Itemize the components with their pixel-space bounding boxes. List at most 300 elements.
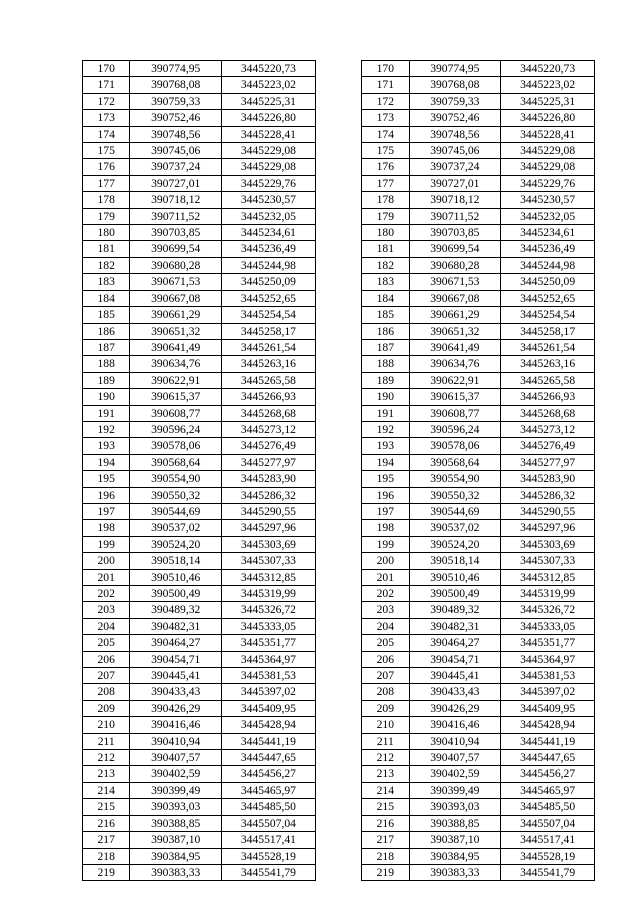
right-point-number-cell: 195 [362,471,409,487]
column-gap [315,110,361,126]
left-point-number-cell: 207 [83,668,130,684]
table-row [83,192,595,208]
table-row [83,77,595,93]
table-row [83,520,595,536]
left-x-coordinate-cell: 390752,46 [130,110,222,126]
left-y-coordinate-cell: 3445528,19 [222,848,316,864]
left-point-number-cell: 175 [83,143,130,159]
left-x-coordinate-cell: 390667,08 [130,290,222,306]
right-x-coordinate-cell: 390680,28 [409,257,501,273]
left-point-number-cell: 215 [83,799,130,815]
left-x-coordinate-cell: 390615,37 [130,389,222,405]
left-y-coordinate-cell: 3445258,17 [222,323,316,339]
left-x-coordinate-cell: 390383,33 [130,864,222,880]
right-point-number-cell: 174 [362,126,409,142]
left-x-coordinate-cell: 390671,53 [130,274,222,290]
right-y-coordinate-cell: 3445397,02 [501,684,595,700]
table-row [83,143,595,159]
right-point-number-cell: 187 [362,339,409,355]
right-x-coordinate-cell: 390622,91 [409,372,501,388]
left-x-coordinate-cell: 390426,29 [130,700,222,716]
table-row [83,766,595,782]
right-y-coordinate-cell: 3445229,08 [501,143,595,159]
table-row [83,454,595,470]
left-point-number-cell: 204 [83,618,130,634]
right-x-coordinate-cell: 390568,64 [409,454,501,470]
table-row [83,635,595,651]
left-y-coordinate-cell: 3445428,94 [222,717,316,733]
column-gap [315,126,361,142]
left-x-coordinate-cell: 390661,29 [130,307,222,323]
right-x-coordinate-cell: 390727,01 [409,175,501,191]
column-gap [315,569,361,585]
right-point-number-cell: 171 [362,77,409,93]
right-y-coordinate-cell: 3445230,57 [501,192,595,208]
right-point-number-cell: 202 [362,586,409,602]
left-y-coordinate-cell: 3445265,58 [222,372,316,388]
right-point-number-cell: 186 [362,323,409,339]
column-gap [315,815,361,831]
left-y-coordinate-cell: 3445326,72 [222,602,316,618]
left-point-number-cell: 213 [83,766,130,782]
left-point-number-cell: 211 [83,733,130,749]
left-point-number-cell: 219 [83,864,130,880]
table-row [83,815,595,831]
right-y-coordinate-cell: 3445223,02 [501,77,595,93]
left-point-number-cell: 200 [83,553,130,569]
right-x-coordinate-cell: 390718,12 [409,192,501,208]
right-point-number-cell: 218 [362,848,409,864]
right-point-number-cell: 190 [362,389,409,405]
left-y-coordinate-cell: 3445273,12 [222,421,316,437]
right-point-number-cell: 183 [362,274,409,290]
right-x-coordinate-cell: 390774,95 [409,61,501,77]
left-point-number-cell: 193 [83,438,130,454]
column-gap [315,143,361,159]
column-gap [315,684,361,700]
right-x-coordinate-cell: 390464,27 [409,635,501,651]
right-point-number-cell: 175 [362,143,409,159]
table-row [83,864,595,880]
right-x-coordinate-cell: 390524,20 [409,536,501,552]
right-y-coordinate-cell: 3445307,33 [501,553,595,569]
column-gap [315,61,361,77]
right-point-number-cell: 204 [362,618,409,634]
column-gap [315,536,361,552]
left-point-number-cell: 189 [83,372,130,388]
table-row [83,700,595,716]
right-point-number-cell: 198 [362,520,409,536]
table-row [83,126,595,142]
left-point-number-cell: 202 [83,586,130,602]
right-x-coordinate-cell: 390667,08 [409,290,501,306]
right-y-coordinate-cell: 3445428,94 [501,717,595,733]
left-point-number-cell: 184 [83,290,130,306]
left-point-number-cell: 194 [83,454,130,470]
right-y-coordinate-cell: 3445263,16 [501,356,595,372]
table-row [83,717,595,733]
left-point-number-cell: 208 [83,684,130,700]
right-y-coordinate-cell: 3445319,99 [501,586,595,602]
right-x-coordinate-cell: 390393,03 [409,799,501,815]
left-point-number-cell: 217 [83,832,130,848]
table-row [83,618,595,634]
left-x-coordinate-cell: 390387,10 [130,832,222,848]
left-x-coordinate-cell: 390399,49 [130,782,222,798]
right-point-number-cell: 212 [362,750,409,766]
right-y-coordinate-cell: 3445465,97 [501,782,595,798]
left-x-coordinate-cell: 390622,91 [130,372,222,388]
right-point-number-cell: 196 [362,487,409,503]
coordinates-table [82,60,595,881]
left-point-number-cell: 201 [83,569,130,585]
table-row [83,684,595,700]
column-gap [315,586,361,602]
left-point-number-cell: 176 [83,159,130,175]
left-x-coordinate-cell: 390745,06 [130,143,222,159]
right-x-coordinate-cell: 390651,32 [409,323,501,339]
left-point-number-cell: 186 [83,323,130,339]
left-y-coordinate-cell: 3445220,73 [222,61,316,77]
right-x-coordinate-cell: 390384,95 [409,848,501,864]
right-x-coordinate-cell: 390489,32 [409,602,501,618]
left-y-coordinate-cell: 3445232,05 [222,208,316,224]
table-row [83,159,595,175]
left-y-coordinate-cell: 3445250,09 [222,274,316,290]
left-point-number-cell: 190 [83,389,130,405]
table-row [83,651,595,667]
right-x-coordinate-cell: 390711,52 [409,208,501,224]
left-y-coordinate-cell: 3445333,05 [222,618,316,634]
column-gap [315,503,361,519]
left-y-coordinate-cell: 3445290,55 [222,503,316,519]
left-y-coordinate-cell: 3445381,53 [222,668,316,684]
column-gap [315,421,361,437]
left-x-coordinate-cell: 390537,02 [130,520,222,536]
column-gap [315,782,361,798]
right-x-coordinate-cell: 390671,53 [409,274,501,290]
table-row [83,799,595,815]
column-gap [315,864,361,880]
left-x-coordinate-cell: 390727,01 [130,175,222,191]
left-x-coordinate-cell: 390518,14 [130,553,222,569]
right-point-number-cell: 182 [362,257,409,273]
table-row [83,405,595,421]
right-point-number-cell: 201 [362,569,409,585]
right-point-number-cell: 172 [362,93,409,109]
left-x-coordinate-cell: 390464,27 [130,635,222,651]
table-row [83,569,595,585]
left-y-coordinate-cell: 3445225,31 [222,93,316,109]
right-y-coordinate-cell: 3445541,79 [501,864,595,880]
table-row [83,782,595,798]
column-gap [315,192,361,208]
left-y-coordinate-cell: 3445244,98 [222,257,316,273]
right-point-number-cell: 181 [362,241,409,257]
right-point-number-cell: 192 [362,421,409,437]
left-point-number-cell: 195 [83,471,130,487]
right-point-number-cell: 197 [362,503,409,519]
left-x-coordinate-cell: 390489,32 [130,602,222,618]
right-y-coordinate-cell: 3445312,85 [501,569,595,585]
right-x-coordinate-cell: 390550,32 [409,487,501,503]
right-y-coordinate-cell: 3445286,32 [501,487,595,503]
left-x-coordinate-cell: 390774,95 [130,61,222,77]
left-x-coordinate-cell: 390651,32 [130,323,222,339]
left-point-number-cell: 192 [83,421,130,437]
right-x-coordinate-cell: 390641,49 [409,339,501,355]
right-point-number-cell: 203 [362,602,409,618]
left-x-coordinate-cell: 390445,41 [130,668,222,684]
left-x-coordinate-cell: 390703,85 [130,225,222,241]
left-x-coordinate-cell: 390641,49 [130,339,222,355]
right-y-coordinate-cell: 3445276,49 [501,438,595,454]
column-gap [315,635,361,651]
left-y-coordinate-cell: 3445447,65 [222,750,316,766]
right-y-coordinate-cell: 3445381,53 [501,668,595,684]
left-x-coordinate-cell: 390768,08 [130,77,222,93]
table-row [83,290,595,306]
right-point-number-cell: 189 [362,372,409,388]
left-y-coordinate-cell: 3445266,93 [222,389,316,405]
left-y-coordinate-cell: 3445303,69 [222,536,316,552]
right-y-coordinate-cell: 3445268,68 [501,405,595,421]
column-gap [315,77,361,93]
table-row [83,356,595,372]
right-x-coordinate-cell: 390703,85 [409,225,501,241]
table-row [83,438,595,454]
right-y-coordinate-cell: 3445517,41 [501,832,595,848]
left-x-coordinate-cell: 390680,28 [130,257,222,273]
right-x-coordinate-cell: 390399,49 [409,782,501,798]
right-x-coordinate-cell: 390768,08 [409,77,501,93]
left-point-number-cell: 205 [83,635,130,651]
left-point-number-cell: 209 [83,700,130,716]
table-row [83,750,595,766]
left-y-coordinate-cell: 3445276,49 [222,438,316,454]
left-y-coordinate-cell: 3445283,90 [222,471,316,487]
left-y-coordinate-cell: 3445507,04 [222,815,316,831]
left-y-coordinate-cell: 3445263,16 [222,356,316,372]
left-x-coordinate-cell: 390482,31 [130,618,222,634]
table-row [83,471,595,487]
column-gap [315,733,361,749]
right-point-number-cell: 214 [362,782,409,798]
column-gap [315,405,361,421]
right-x-coordinate-cell: 390500,49 [409,586,501,602]
left-x-coordinate-cell: 390524,20 [130,536,222,552]
table-row [83,832,595,848]
left-x-coordinate-cell: 390554,90 [130,471,222,487]
left-y-coordinate-cell: 3445319,99 [222,586,316,602]
right-y-coordinate-cell: 3445303,69 [501,536,595,552]
left-x-coordinate-cell: 390393,03 [130,799,222,815]
table-row [83,553,595,569]
right-y-coordinate-cell: 3445277,97 [501,454,595,470]
table-row [83,110,595,126]
right-y-coordinate-cell: 3445228,41 [501,126,595,142]
right-y-coordinate-cell: 3445297,96 [501,520,595,536]
left-x-coordinate-cell: 390402,59 [130,766,222,782]
left-y-coordinate-cell: 3445465,97 [222,782,316,798]
table-row [83,848,595,864]
right-y-coordinate-cell: 3445244,98 [501,257,595,273]
right-point-number-cell: 176 [362,159,409,175]
column-gap [315,454,361,470]
right-point-number-cell: 205 [362,635,409,651]
right-point-number-cell: 180 [362,225,409,241]
right-x-coordinate-cell: 390388,85 [409,815,501,831]
right-y-coordinate-cell: 3445232,05 [501,208,595,224]
table-row [83,61,595,77]
column-gap [315,832,361,848]
right-y-coordinate-cell: 3445333,05 [501,618,595,634]
right-point-number-cell: 170 [362,61,409,77]
column-gap [315,717,361,733]
left-x-coordinate-cell: 390544,69 [130,503,222,519]
left-point-number-cell: 191 [83,405,130,421]
column-gap [315,799,361,815]
column-gap [315,323,361,339]
table-row [83,487,595,503]
left-x-coordinate-cell: 390454,71 [130,651,222,667]
right-point-number-cell: 210 [362,717,409,733]
right-point-number-cell: 215 [362,799,409,815]
table-row [83,175,595,191]
left-y-coordinate-cell: 3445409,95 [222,700,316,716]
coordinates-table-body [83,61,595,881]
column-gap [315,438,361,454]
left-y-coordinate-cell: 3445297,96 [222,520,316,536]
column-gap [315,618,361,634]
left-y-coordinate-cell: 3445277,97 [222,454,316,470]
left-x-coordinate-cell: 390433,43 [130,684,222,700]
left-y-coordinate-cell: 3445307,33 [222,553,316,569]
left-y-coordinate-cell: 3445312,85 [222,569,316,585]
column-gap [315,175,361,191]
left-point-number-cell: 178 [83,192,130,208]
column-gap [315,700,361,716]
left-point-number-cell: 198 [83,520,130,536]
left-y-coordinate-cell: 3445286,32 [222,487,316,503]
left-x-coordinate-cell: 390550,32 [130,487,222,503]
left-y-coordinate-cell: 3445234,61 [222,225,316,241]
left-y-coordinate-cell: 3445485,50 [222,799,316,815]
right-y-coordinate-cell: 3445266,93 [501,389,595,405]
right-x-coordinate-cell: 390544,69 [409,503,501,519]
left-y-coordinate-cell: 3445252,65 [222,290,316,306]
right-y-coordinate-cell: 3445273,12 [501,421,595,437]
right-point-number-cell: 188 [362,356,409,372]
right-y-coordinate-cell: 3445236,49 [501,241,595,257]
right-y-coordinate-cell: 3445507,04 [501,815,595,831]
table-row [83,733,595,749]
right-y-coordinate-cell: 3445229,76 [501,175,595,191]
left-point-number-cell: 179 [83,208,130,224]
left-y-coordinate-cell: 3445541,79 [222,864,316,880]
right-point-number-cell: 173 [362,110,409,126]
right-x-coordinate-cell: 390445,41 [409,668,501,684]
column-gap [315,848,361,864]
column-gap [315,668,361,684]
right-y-coordinate-cell: 3445485,50 [501,799,595,815]
right-point-number-cell: 177 [362,175,409,191]
column-gap [315,602,361,618]
column-gap [315,241,361,257]
column-gap [315,471,361,487]
right-y-coordinate-cell: 3445283,90 [501,471,595,487]
right-x-coordinate-cell: 390518,14 [409,553,501,569]
left-point-number-cell: 206 [83,651,130,667]
column-gap [315,520,361,536]
left-x-coordinate-cell: 390388,85 [130,815,222,831]
right-y-coordinate-cell: 3445409,95 [501,700,595,716]
column-gap [315,766,361,782]
right-y-coordinate-cell: 3445265,58 [501,372,595,388]
left-point-number-cell: 210 [83,717,130,733]
right-point-number-cell: 199 [362,536,409,552]
right-y-coordinate-cell: 3445326,72 [501,602,595,618]
right-y-coordinate-cell: 3445225,31 [501,93,595,109]
left-point-number-cell: 174 [83,126,130,142]
right-x-coordinate-cell: 390537,02 [409,520,501,536]
table-row [83,93,595,109]
right-x-coordinate-cell: 390578,06 [409,438,501,454]
left-x-coordinate-cell: 390410,94 [130,733,222,749]
column-gap [315,750,361,766]
left-point-number-cell: 187 [83,339,130,355]
left-x-coordinate-cell: 390711,52 [130,208,222,224]
right-y-coordinate-cell: 3445234,61 [501,225,595,241]
right-x-coordinate-cell: 390748,56 [409,126,501,142]
left-point-number-cell: 180 [83,225,130,241]
left-point-number-cell: 181 [83,241,130,257]
left-y-coordinate-cell: 3445228,41 [222,126,316,142]
left-point-number-cell: 171 [83,77,130,93]
left-y-coordinate-cell: 3445351,77 [222,635,316,651]
left-y-coordinate-cell: 3445397,02 [222,684,316,700]
table-row [83,421,595,437]
column-gap [315,339,361,355]
right-x-coordinate-cell: 390510,46 [409,569,501,585]
left-point-number-cell: 185 [83,307,130,323]
left-x-coordinate-cell: 390634,76 [130,356,222,372]
table-row [83,372,595,388]
table-row [83,257,595,273]
left-point-number-cell: 216 [83,815,130,831]
left-y-coordinate-cell: 3445517,41 [222,832,316,848]
left-y-coordinate-cell: 3445268,68 [222,405,316,421]
right-x-coordinate-cell: 390554,90 [409,471,501,487]
column-gap [315,290,361,306]
left-x-coordinate-cell: 390500,49 [130,586,222,602]
right-x-coordinate-cell: 390482,31 [409,618,501,634]
column-gap [315,208,361,224]
left-x-coordinate-cell: 390568,64 [130,454,222,470]
right-point-number-cell: 211 [362,733,409,749]
right-point-number-cell: 206 [362,651,409,667]
table-row [83,323,595,339]
column-gap [315,389,361,405]
column-gap [315,93,361,109]
right-y-coordinate-cell: 3445528,19 [501,848,595,864]
right-x-coordinate-cell: 390426,29 [409,700,501,716]
right-y-coordinate-cell: 3445441,19 [501,733,595,749]
left-point-number-cell: 199 [83,536,130,552]
right-point-number-cell: 193 [362,438,409,454]
left-point-number-cell: 212 [83,750,130,766]
column-gap [315,225,361,241]
